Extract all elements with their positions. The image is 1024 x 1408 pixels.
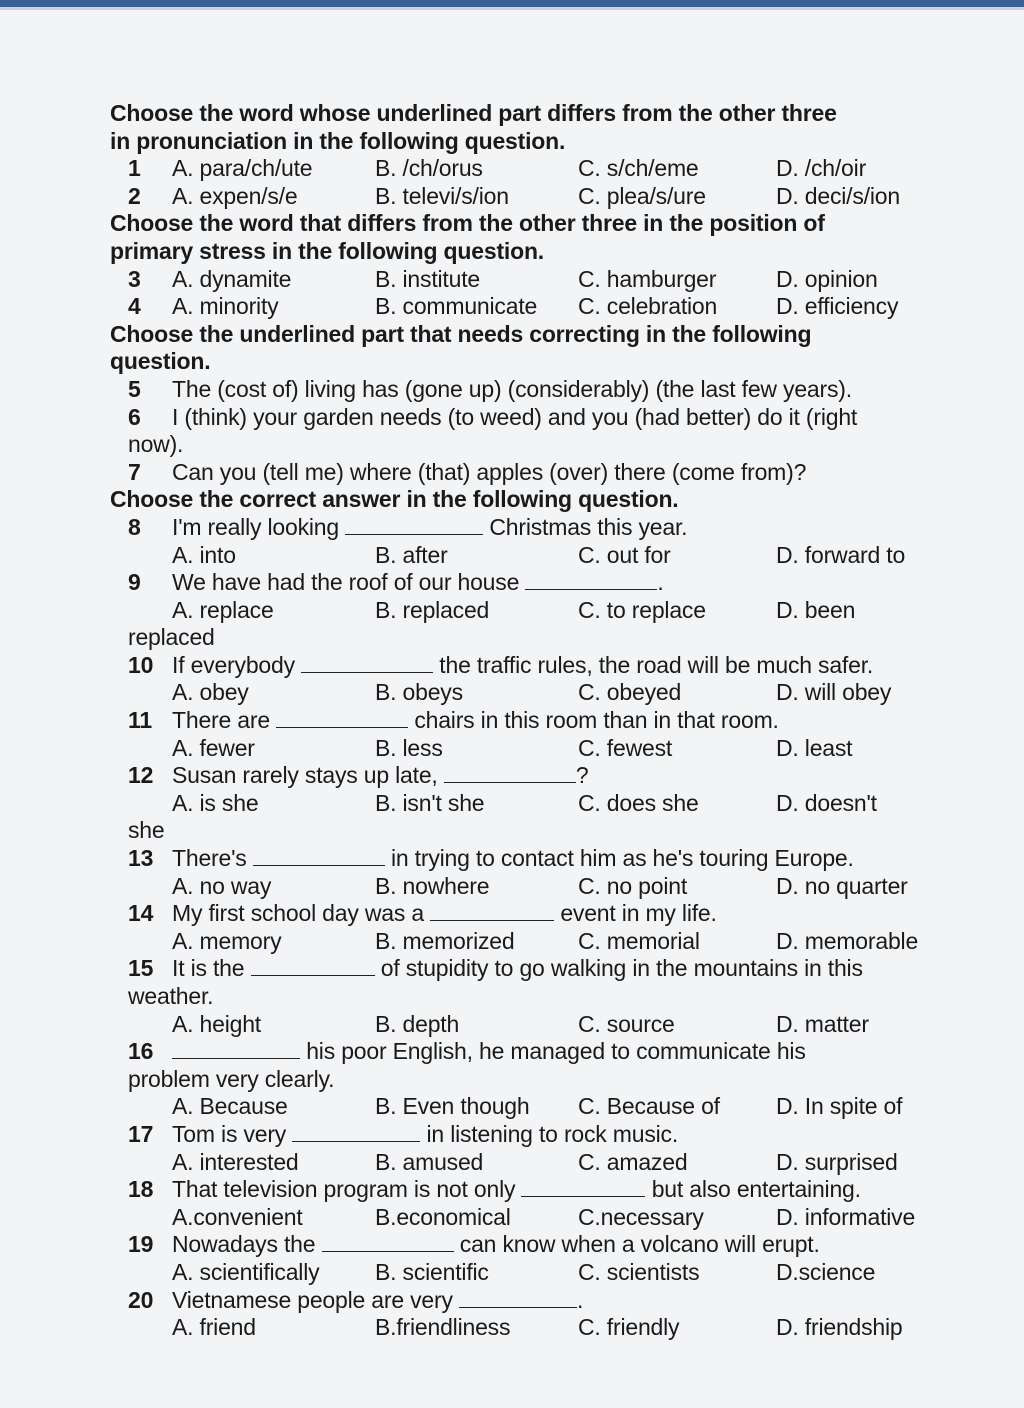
question-4 [110, 293, 950, 321]
option-c[interactable]: C. hamburger [578, 265, 717, 292]
question-text: The (cost of) living has (gone up) (considerably) (the last few years). [172, 375, 852, 402]
option-b[interactable]: B. replaced [375, 596, 490, 623]
option-b[interactable]: B. isn't she [375, 789, 485, 816]
question-5 [110, 376, 950, 404]
question-number: 1 [128, 155, 141, 182]
option-c[interactable]: C. obeyed [578, 679, 682, 706]
answer-blank[interactable] [322, 1231, 454, 1252]
option-b[interactable]: B. scientific [375, 1258, 489, 1285]
option-c[interactable]: C. s/ch/eme [578, 155, 699, 182]
option-c[interactable]: C. amazed [578, 1148, 688, 1175]
option-b[interactable]: B. /ch/orus [375, 155, 483, 182]
question-number: 3 [128, 265, 141, 292]
question-11-options [110, 735, 950, 763]
option-d[interactable]: D. been [776, 596, 856, 623]
top-accent-bar [0, 0, 1024, 7]
question-text-pre: I'm really looking [172, 513, 339, 540]
question-3 [110, 266, 950, 294]
option-c[interactable]: C. out for [578, 541, 671, 568]
option-c[interactable]: C. source [578, 1010, 675, 1037]
option-d[interactable]: D. memorable [776, 927, 919, 954]
question-15-wrap: weather. [128, 983, 214, 1009]
question-16-wrap: problem very clearly. [128, 1065, 335, 1092]
question-text-post: of stupidity to go walking in the mountains in this [380, 955, 863, 982]
question-text-post: event in my life. [560, 900, 717, 927]
question-text-pre: Nowadays the [172, 1231, 316, 1258]
answer-blank[interactable] [253, 845, 385, 866]
option-a[interactable]: A. friend [172, 1314, 256, 1341]
question-6 [110, 404, 950, 432]
question-9 [110, 569, 950, 597]
question-number: 16 [128, 1038, 154, 1065]
option-d[interactable]: D. /ch/oir [776, 155, 867, 182]
question-15-options [110, 1011, 950, 1039]
option-b[interactable]: B. nowhere [375, 872, 490, 899]
question-20-options [110, 1314, 950, 1342]
option-a[interactable]: A. minority [172, 293, 279, 320]
option-c[interactable]: C. fewest [578, 734, 673, 761]
option-a[interactable]: A. expen/s/e [172, 182, 298, 209]
question-number: 17 [128, 1120, 154, 1147]
answer-blank[interactable] [276, 707, 408, 728]
question-text-pre: Vietnamese people are very [172, 1286, 453, 1313]
question-text-pre: There are [172, 707, 270, 734]
question-text-post: . [576, 1286, 584, 1313]
question-18-options [110, 1204, 950, 1232]
question-15 [110, 955, 950, 983]
option-b[interactable]: B. amused [375, 1148, 484, 1175]
instruction-error-line1: Choose the underlined part that needs correcting in the following [110, 320, 812, 347]
option-a[interactable]: A. replace [172, 596, 274, 623]
question-18 [110, 1176, 950, 1204]
option-d[interactable]: D. informative [776, 1203, 916, 1230]
question-number: 14 [128, 900, 154, 927]
instruction-pronunciation-line1: Choose the word whose underlined part differs from the other three [110, 100, 837, 126]
question-number: 20 [128, 1286, 154, 1313]
question-text-pre: There's [172, 845, 247, 872]
question-text-post: his poor English, he managed to communicate his [306, 1038, 806, 1065]
answer-blank[interactable] [292, 1121, 420, 1142]
option-c[interactable]: C. no point [578, 872, 688, 899]
question-text: I (think) your garden needs (to weed) and you (had better) do it (right [172, 403, 858, 430]
question-11 [110, 707, 950, 735]
question-text-post: but also entertaining. [651, 1176, 861, 1203]
question-13-options [110, 873, 950, 901]
question-2 [110, 183, 950, 211]
question-number: 18 [128, 1176, 154, 1203]
question-text-pre: That television program is not only [172, 1176, 516, 1203]
question-number: 4 [128, 293, 141, 320]
question-1 [110, 155, 950, 183]
option-b[interactable]: B. institute [375, 265, 480, 292]
question-number: 8 [128, 513, 141, 540]
question-17 [110, 1121, 950, 1149]
answer-blank[interactable] [459, 1287, 577, 1308]
instruction-error-line2: question. [110, 348, 211, 375]
question-text-post: in listening to rock music. [426, 1120, 679, 1147]
option-c[interactable]: C. friendly [578, 1314, 680, 1341]
option-a[interactable]: A. memory [172, 927, 282, 954]
question-7 [110, 459, 950, 487]
question-number: 19 [128, 1231, 154, 1258]
question-8-options [110, 542, 950, 570]
option-d[interactable]: D. surprised [776, 1148, 898, 1175]
answer-blank[interactable] [521, 1176, 645, 1197]
question-10-options [110, 679, 950, 707]
question-text-post: the traffic rules, the road will be much safer. [439, 651, 874, 678]
question-text-pre: We have had the roof of our house [172, 569, 520, 596]
option-a[interactable]: A. dynamite [172, 265, 292, 292]
top-accent-shadow [0, 7, 1024, 10]
option-b[interactable]: B. Even though [375, 1093, 530, 1120]
question-text-post: Christmas this year. [489, 513, 688, 540]
option-d[interactable]: D. matter [776, 1010, 869, 1037]
option-b[interactable]: B. obeys [375, 679, 463, 706]
question-number: 11 [128, 707, 152, 734]
option-d[interactable]: D. efficiency [776, 293, 899, 320]
answer-blank[interactable] [525, 569, 657, 590]
question-12-options [110, 790, 950, 818]
option-b[interactable]: B. televi/s/ion [375, 182, 509, 209]
option-a[interactable]: A.convenient [172, 1203, 303, 1230]
option-b[interactable]: B. communicate [375, 293, 538, 320]
option-a[interactable]: A. height [172, 1010, 261, 1037]
option-a[interactable]: A. no way [172, 872, 272, 899]
question-number: 2 [128, 182, 141, 209]
question-number: 5 [128, 375, 141, 402]
instruction-pronunciation-line2: in pronunciation in the following question. [110, 127, 566, 154]
question-6-wrap: now). [128, 431, 184, 458]
question-text-post: can know when a volcano will erupt. [459, 1231, 820, 1258]
question-14-options [110, 928, 950, 956]
question-text: Can you (tell me) where (that) apples (over) there (come from)? [172, 458, 807, 485]
option-b[interactable]: B. memorized [375, 927, 515, 954]
question-number: 10 [128, 651, 154, 678]
question-number: 6 [128, 403, 141, 430]
option-a[interactable]: A. fewer [172, 734, 255, 761]
question-14 [110, 900, 950, 928]
option-c[interactable]: C. scientists [578, 1258, 700, 1285]
question-number: 9 [128, 569, 141, 596]
question-16-options [110, 1093, 950, 1121]
option-c[interactable]: C. to replace [578, 596, 706, 623]
question-20 [110, 1287, 950, 1315]
option-d[interactable]: D. least [776, 734, 853, 761]
option-c[interactable]: C. does she [578, 789, 699, 816]
question-text-pre: If everybody [172, 651, 295, 678]
answer-blank[interactable] [444, 762, 576, 783]
option-d[interactable]: D.science [776, 1258, 876, 1285]
question-number: 13 [128, 845, 154, 872]
question-text-pre: My first school day was a [172, 900, 424, 927]
option-d[interactable]: D. doesn't [776, 789, 877, 816]
option-d[interactable]: D. In spite of [776, 1093, 903, 1120]
question-text-post: ? [575, 762, 589, 789]
question-number: 15 [128, 955, 154, 982]
option-a[interactable]: A. Because [172, 1093, 288, 1120]
option-d[interactable]: D. no quarter [776, 872, 908, 899]
question-text-pre: Susan rarely stays up late, [172, 762, 438, 789]
option-d[interactable]: D. will obey [776, 679, 892, 706]
question-text-pre: It is the [172, 955, 245, 982]
option-d[interactable]: D. friendship [776, 1314, 903, 1341]
question-text-post: chairs in this room than in that room. [414, 707, 779, 734]
question-12 [110, 762, 950, 790]
instruction-multiple-choice: Choose the correct answer in the following question. [110, 486, 679, 513]
answer-blank[interactable] [172, 1038, 300, 1059]
instruction-stress-line1: Choose the word that differs from the other three in the position of [110, 210, 825, 237]
question-13 [110, 845, 950, 873]
option-a[interactable]: A. scientifically [172, 1258, 320, 1285]
question-text-post: in trying to contact him as he's touring Europe. [390, 845, 854, 872]
option-a[interactable]: A. into [172, 541, 236, 568]
option-b[interactable]: B. depth [375, 1010, 460, 1037]
question-19-options [110, 1259, 950, 1287]
option-c[interactable]: C.necessary [578, 1203, 704, 1230]
question-16 [110, 1038, 950, 1066]
worksheet [110, 100, 950, 1342]
option-c[interactable]: C. celebration [578, 293, 718, 320]
option-b[interactable]: B.economical [375, 1203, 511, 1230]
option-d-wrap: replaced [128, 624, 215, 651]
option-a[interactable]: A. interested [172, 1148, 299, 1175]
question-8 [110, 514, 950, 542]
question-10 [110, 652, 950, 680]
question-number: 7 [128, 458, 141, 485]
answer-blank[interactable] [251, 955, 375, 976]
option-d[interactable]: D. opinion [776, 265, 878, 292]
option-d[interactable]: D. deci/s/ion [776, 182, 900, 209]
question-9-options [110, 597, 950, 625]
option-b[interactable]: B.friendliness [375, 1314, 511, 1341]
instruction-stress-line2: primary stress in the following question. [110, 237, 544, 264]
option-c[interactable]: C. plea/s/ure [578, 182, 706, 209]
option-c[interactable]: C. Because of [578, 1093, 720, 1120]
option-c[interactable]: C. memorial [578, 927, 700, 954]
answer-blank[interactable] [345, 514, 483, 535]
option-a[interactable]: A. para/ch/ute [172, 155, 313, 182]
question-text-post: . [657, 569, 664, 596]
question-text-pre: Tom is very [172, 1120, 287, 1147]
answer-blank[interactable] [430, 900, 554, 921]
option-d[interactable]: D. forward to [776, 541, 906, 568]
answer-blank[interactable] [301, 652, 433, 673]
option-a[interactable]: A. obey [172, 679, 249, 706]
question-19 [110, 1231, 950, 1259]
option-a[interactable]: A. is she [172, 789, 259, 816]
question-17-options [110, 1149, 950, 1177]
question-number: 12 [128, 762, 154, 789]
option-d-wrap: she [128, 817, 165, 844]
option-b[interactable]: B. after [375, 541, 448, 568]
option-b[interactable]: B. less [375, 734, 443, 761]
